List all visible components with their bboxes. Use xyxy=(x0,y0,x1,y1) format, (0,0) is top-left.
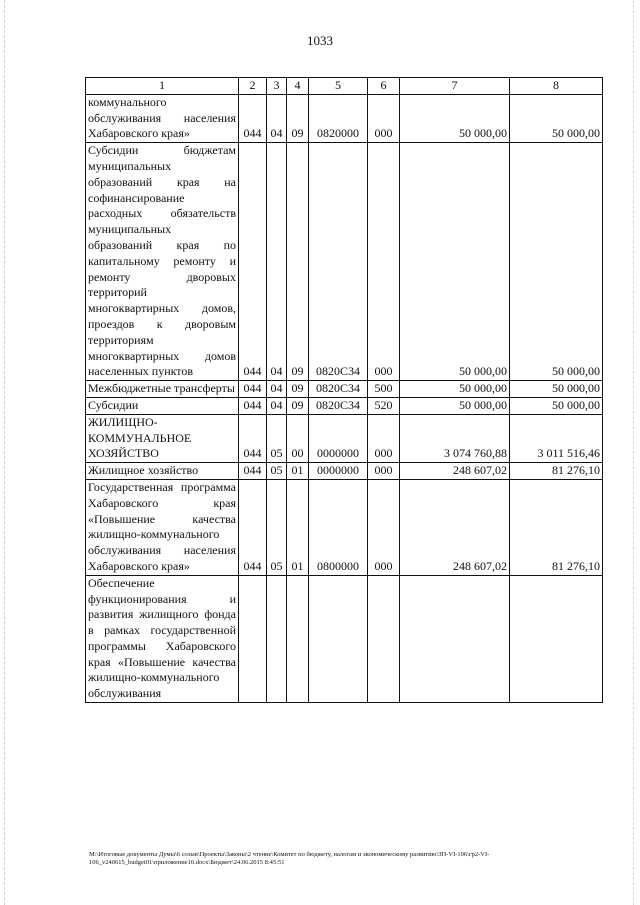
budget-table xyxy=(85,77,603,703)
target-code: 0820С34 xyxy=(309,397,368,414)
section-code: 05 xyxy=(267,479,287,575)
table-row xyxy=(86,414,603,462)
amount-col-8: 81 276,10 xyxy=(510,479,603,575)
header-col-3: 3 xyxy=(267,78,287,95)
subsection-code: 01 xyxy=(287,463,309,480)
section-code: 04 xyxy=(267,143,287,381)
subsection-code: 09 xyxy=(287,397,309,414)
row-name: Государственная программа Хабаровского края «Повышение качества жилищно-коммунального обслуживания населения Хабаровского края» xyxy=(86,479,239,575)
admin-code: 044 xyxy=(239,143,267,381)
expense-type-code: 520 xyxy=(368,397,400,414)
amount-col-7: 248 607,02 xyxy=(400,479,510,575)
target-code: 0820С34 xyxy=(309,381,368,398)
subsection-code xyxy=(287,575,309,702)
row-name: Обеспечение функционирования и развития жилищного фонда в рамках государственной программы Хабаровского края «Повышение качества жилищно-коммунального обслуживания xyxy=(86,575,239,702)
amount-col-7: 50 000,00 xyxy=(400,143,510,381)
section-code: 04 xyxy=(267,381,287,398)
expense-type-code: 000 xyxy=(368,479,400,575)
expense-type-code: 500 xyxy=(368,381,400,398)
admin-code: 044 xyxy=(239,397,267,414)
amount-col-7: 50 000,00 xyxy=(400,397,510,414)
admin-code: 044 xyxy=(239,463,267,480)
row-name: коммунального обслуживания населения Хабаровского края» xyxy=(86,94,239,142)
subsection-code: 09 xyxy=(287,143,309,381)
target-code: 0000000 xyxy=(309,414,368,462)
admin-code xyxy=(239,575,267,702)
header-col-1: 1 xyxy=(86,78,239,95)
amount-col-8: 50 000,00 xyxy=(510,94,603,142)
admin-code: 044 xyxy=(239,414,267,462)
header-col-2: 2 xyxy=(239,78,267,95)
table-row xyxy=(86,397,603,414)
table-row xyxy=(86,479,603,575)
amount-col-8: 81 276,10 xyxy=(510,463,603,480)
subsection-code: 09 xyxy=(287,94,309,142)
amount-col-7: 3 074 760,88 xyxy=(400,414,510,462)
section-code: 04 xyxy=(267,397,287,414)
scan-edge-right xyxy=(633,0,634,905)
target-code: 0820С34 xyxy=(309,143,368,381)
table-row xyxy=(86,463,603,480)
page-number: 1033 xyxy=(307,33,333,48)
row-name: ЖИЛИЩНО-КОММУНАЛЬНОЕ ХОЗЯЙСТВО xyxy=(86,414,239,462)
row-name: Межбюджетные трансферты xyxy=(86,381,239,398)
expense-type-code: 000 xyxy=(368,463,400,480)
amount-col-8: 50 000,00 xyxy=(510,381,603,398)
amount-col-8: 50 000,00 xyxy=(510,397,603,414)
row-name: Субсидии бюджетам муниципальных образований края на софинансирование расходных обязательств муниципальных образований края по капитальному ремонту и ремонту дворовых территорий многоквартирных домов, проездов к дворовым территориям многоквартирных домов населенных пунктов xyxy=(86,143,239,381)
header-col-5: 5 xyxy=(309,78,368,95)
admin-code: 044 xyxy=(239,479,267,575)
subsection-code: 01 xyxy=(287,479,309,575)
expense-type-code: 000 xyxy=(368,143,400,381)
admin-code: 044 xyxy=(239,94,267,142)
header-col-8: 8 xyxy=(510,78,603,95)
row-name: Жилищное хозяйство xyxy=(86,463,239,480)
section-code: 04 xyxy=(267,94,287,142)
expense-type-code: 000 xyxy=(368,94,400,142)
amount-col-7: 50 000,00 xyxy=(400,381,510,398)
expense-type-code: 000 xyxy=(368,414,400,462)
admin-code: 044 xyxy=(239,381,267,398)
amount-col-7: 248 607,02 xyxy=(400,463,510,480)
section-code: 05 xyxy=(267,463,287,480)
header-col-4: 4 xyxy=(287,78,309,95)
target-code xyxy=(309,575,368,702)
amount-col-8: 3 011 516,46 xyxy=(510,414,603,462)
amount-col-8 xyxy=(510,575,603,702)
table-row xyxy=(86,94,603,142)
table-row xyxy=(86,575,603,702)
target-code: 0800000 xyxy=(309,479,368,575)
amount-col-7 xyxy=(400,575,510,702)
subsection-code: 00 xyxy=(287,414,309,462)
target-code: 0000000 xyxy=(309,463,368,480)
table-row xyxy=(86,143,603,381)
subsection-code: 09 xyxy=(287,381,309,398)
row-name: Субсидии xyxy=(86,397,239,414)
table-row xyxy=(86,381,603,398)
section-code xyxy=(267,575,287,702)
scan-edge-left xyxy=(4,0,5,905)
header-col-6: 6 xyxy=(368,78,400,95)
section-code: 05 xyxy=(267,414,287,462)
expense-type-code xyxy=(368,575,400,702)
header-col-7: 7 xyxy=(400,78,510,95)
file-path-footer: M:\Итоговые документы Думы\6 созыв\Проекты\Законы\2 чтение\Комитет по бюджету, налогам и экономическому развитию\ЗП-VI-106\гр2-VI-106_v240615_budget01\приложение10.docx\Бюджет\24.06.2015 8:45:51 xyxy=(89,851,490,866)
amount-col-8: 50 000,00 xyxy=(510,143,603,381)
amount-col-7: 50 000,00 xyxy=(400,94,510,142)
target-code: 0820000 xyxy=(309,94,368,142)
table-header xyxy=(86,78,603,95)
header-row xyxy=(86,78,603,95)
